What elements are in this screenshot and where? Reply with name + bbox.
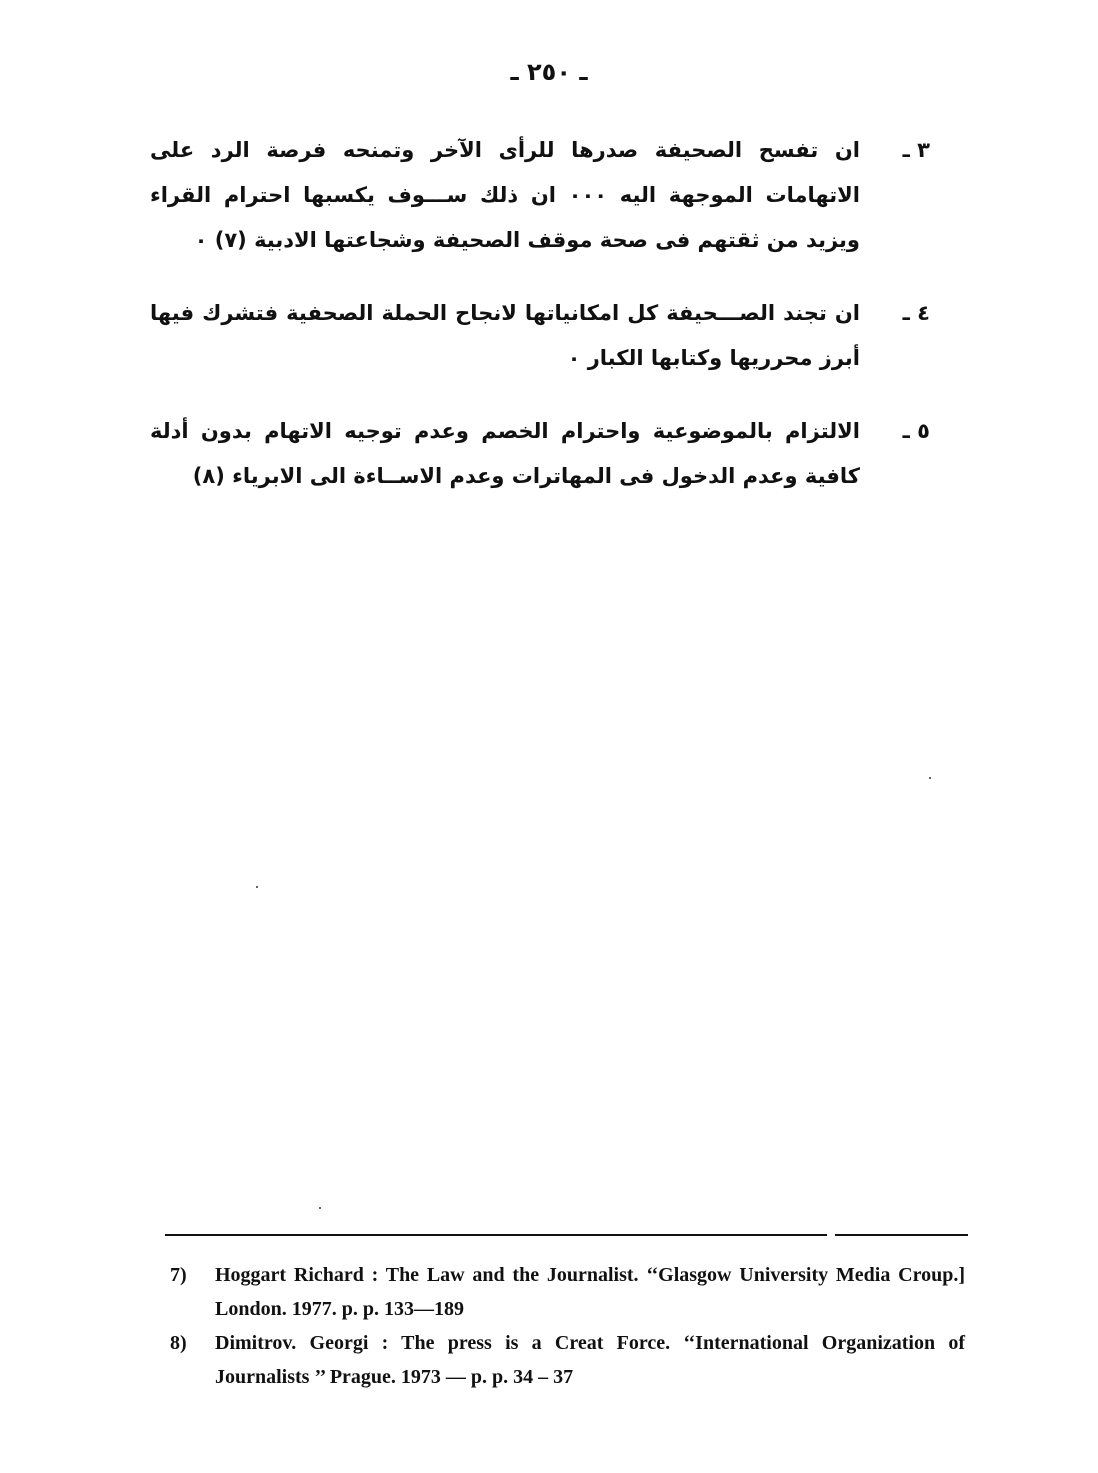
main-text	[150, 128, 930, 527]
footnote-separator	[165, 1234, 827, 1236]
item-number: ٥ ـ	[902, 419, 930, 443]
item-text: ان تفسح الصحيفة صدرها للرأى الآخر وتمنحه فرصة الرد على الاتهامات الموجهة اليه ٠٠٠ ان ذلك ســـوف يكسبها احترام القراء ويزيد من ثقتهم فى صحة موقف الصحيفة وشجاعتها الادبية (٧) ٠	[150, 138, 860, 252]
footnote-number: 7)	[170, 1264, 187, 1286]
list-item	[150, 409, 930, 499]
item-text: الالتزام بالموضوعية واحترام الخصم وعدم توجيه الاتهام بدون أدلة كافية وعدم الدخول فى المهاترات وعدم الاســاءة الى الابرياء (٨)	[150, 419, 860, 488]
item-number: ٤ ـ	[902, 301, 930, 325]
list-item	[150, 291, 930, 381]
footnote	[170, 1258, 965, 1326]
list-item	[150, 128, 930, 263]
item-text: ان تجند الصـــحيفة كل امكانياتها لانجاح الحملة الصحفية فتشرك فيها أبرز محرريها وكتابها الكبار ٠	[150, 301, 860, 370]
footnote-number: 8)	[170, 1332, 187, 1354]
page-number: ـ ٢٥٠ ـ	[510, 58, 588, 86]
footnote	[170, 1326, 965, 1394]
footnote-separator	[835, 1234, 968, 1236]
scan-speck	[929, 777, 931, 779]
footnotes	[170, 1258, 965, 1394]
item-number: ٣ ـ	[902, 138, 930, 162]
scan-speck	[256, 886, 258, 888]
footnote-text: Dimitrov. Georgi : The press is a Creat Force. ‘‘International Organization of Journalists ’’ Prague. 1973 — p. p. 34 – 37	[215, 1332, 965, 1388]
scan-speck	[319, 1207, 321, 1209]
footnote-text: Hoggart Richard : The Law and the Journalist. ‘‘Glasgow University Media Croup.] London. 1977. p. p. 133—189	[215, 1264, 965, 1320]
